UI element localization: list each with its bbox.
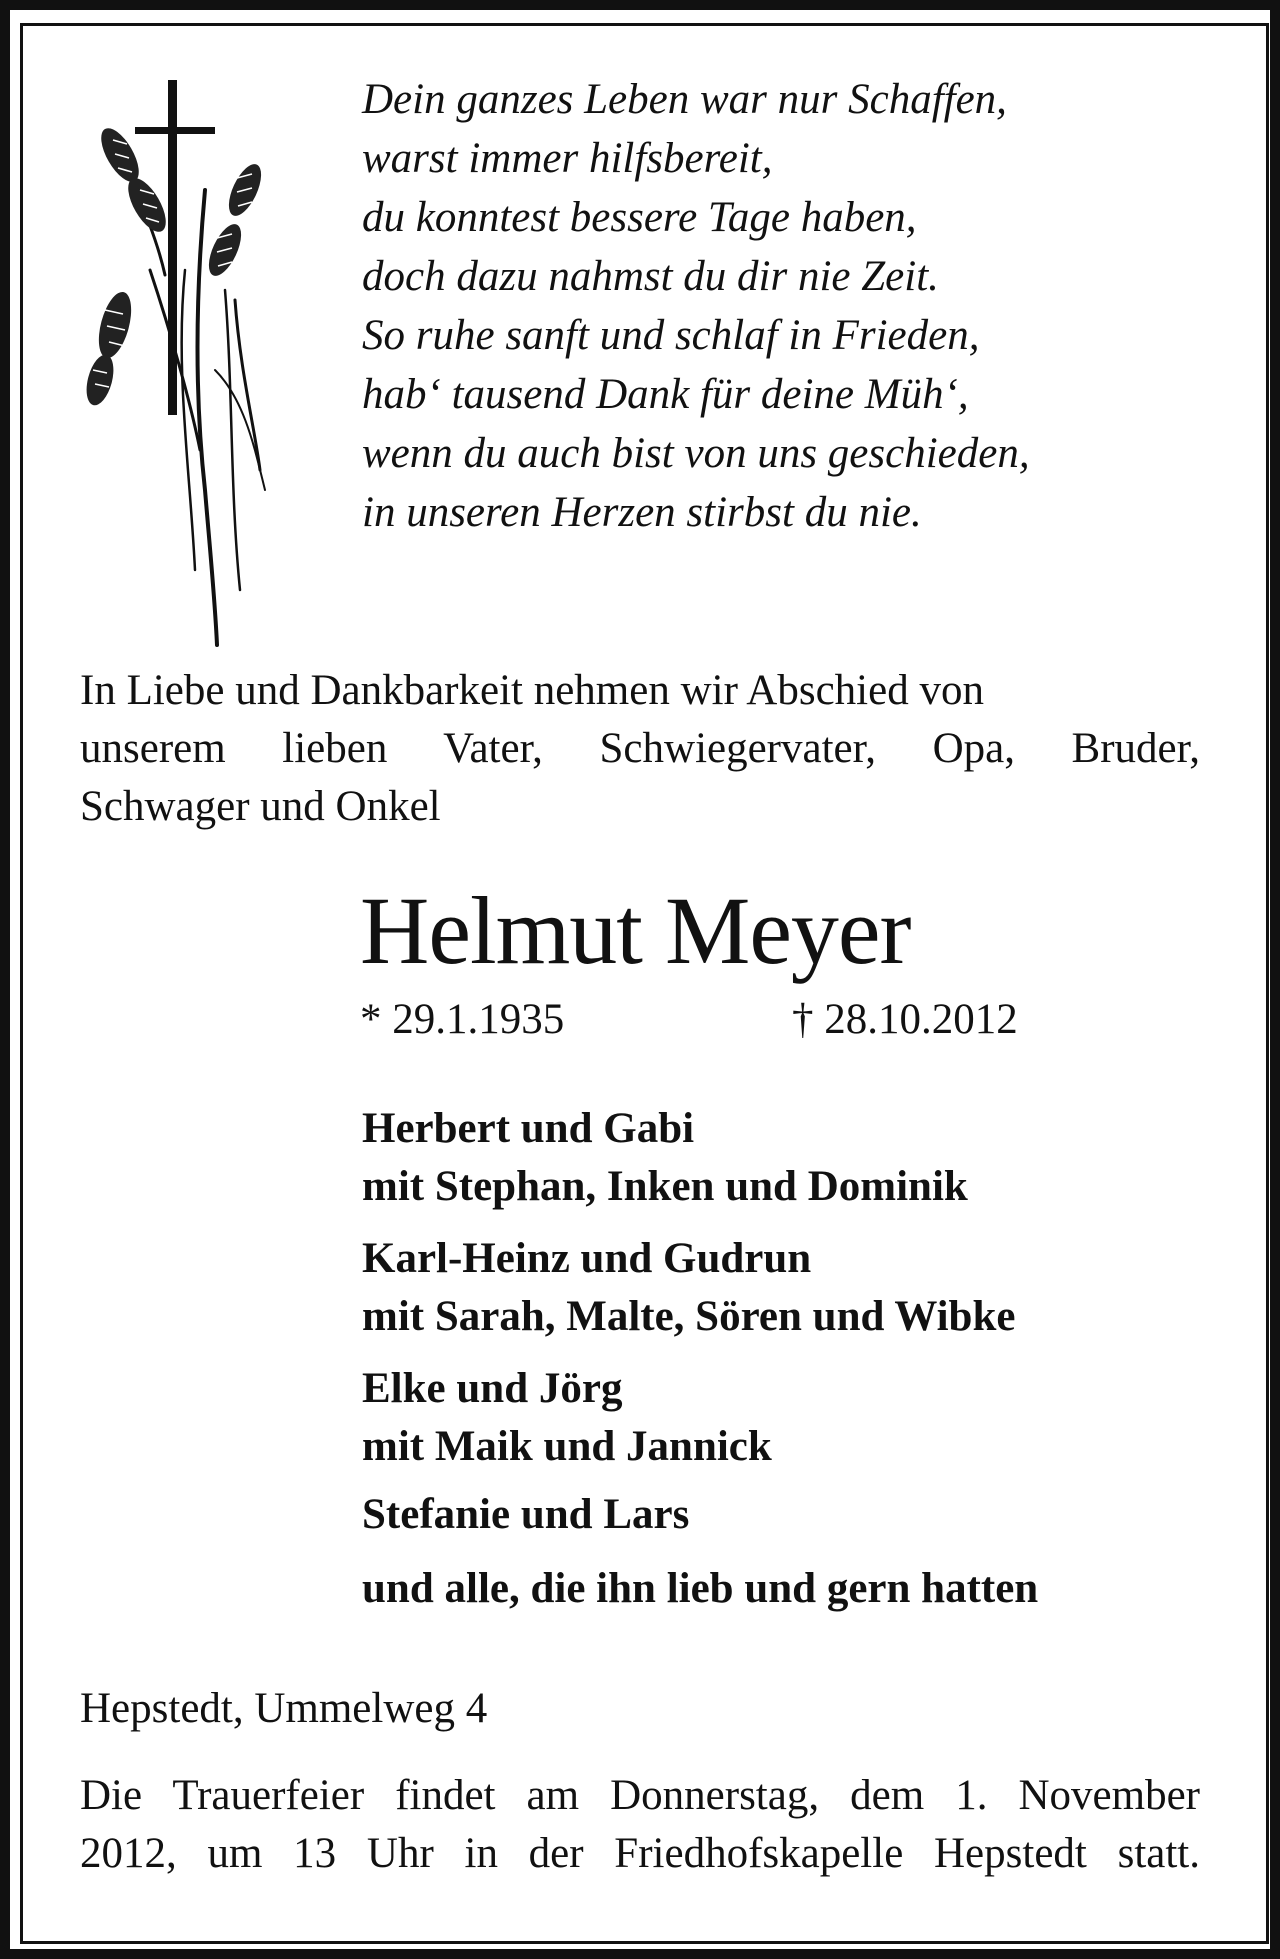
poem-line: warst immer hilfsbereit, — [362, 135, 773, 182]
poem-line: hab‘ tausend Dank für deine Müh‘, — [362, 371, 969, 418]
family-line: mit Stephan, Inken und Dominik — [362, 1163, 968, 1210]
birth-date: * 29.1.1935 — [360, 996, 565, 1043]
family-group — [362, 1360, 1222, 1476]
memorial-poem — [362, 70, 1222, 542]
death-date: † 28.10.2012 — [792, 996, 1018, 1043]
family-group — [362, 1230, 1222, 1346]
intro-line: In Liebe und Dankbarkeit nehmen wir Abschied von — [80, 667, 984, 714]
poem-line: Dein ganzes Leben war nur Schaffen, — [362, 76, 1007, 123]
intro-line: Schwager und Onkel — [80, 783, 441, 830]
poem-line: So ruhe sanft und schlaf in Frieden, — [362, 312, 980, 359]
poem-line: du konntest bessere Tage haben, — [362, 194, 917, 241]
family-line: Karl-Heinz und Gudrun — [362, 1235, 812, 1282]
family-group — [362, 1100, 1222, 1216]
poem-line: doch dazu nahmst du dir nie Zeit. — [362, 253, 939, 300]
address: Hepstedt, Ummelweg 4 — [80, 1685, 488, 1732]
deceased-name: Helmut Meyer — [360, 877, 911, 984]
family-group — [362, 1486, 1222, 1544]
intro-line: unserem lieben Vater, Schwiegervater, Opa, Bruder, — [80, 725, 1200, 772]
poem-line: wenn du auch bist von uns geschieden, — [362, 430, 1030, 477]
family-line: mit Sarah, Malte, Sören und Wibke — [362, 1293, 1016, 1340]
family-line: und alle, die ihn lieb und gern hatten — [362, 1565, 1039, 1612]
cross-with-wheat-icon — [55, 70, 295, 650]
ceremony-line: Die Trauerfeier findet am Donnerstag, dem 1. November — [80, 1772, 1200, 1819]
farewell-intro — [80, 662, 1200, 836]
poem-line: in unseren Herzen stirbst du nie. — [362, 489, 922, 536]
family-line: mit Maik und Jannick — [362, 1423, 772, 1470]
ceremony-line: 2012, um 13 Uhr in der Friedhofskapelle Hepstedt statt. — [80, 1830, 1200, 1877]
family-line: Herbert und Gabi — [362, 1105, 695, 1152]
family-line: Elke und Jörg — [362, 1365, 623, 1412]
ceremony-info — [80, 1767, 1200, 1883]
family-line: Stefanie und Lars — [362, 1491, 690, 1538]
family-group — [362, 1560, 1222, 1618]
